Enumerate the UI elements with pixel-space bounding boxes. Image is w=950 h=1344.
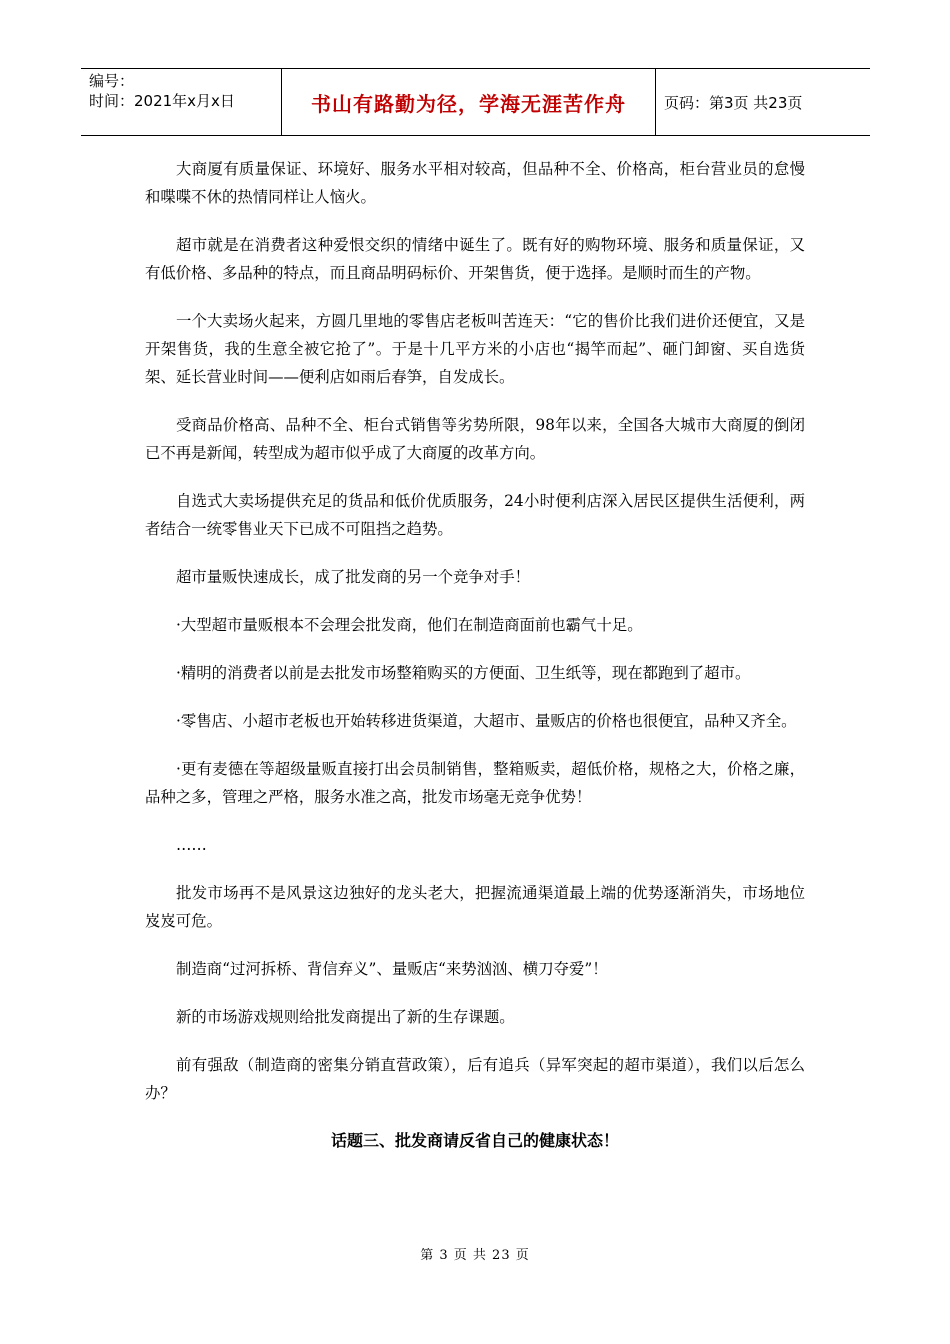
document-date: 时间：2021年x月x日 [89, 92, 235, 110]
header-motto: 书山有路勤为径，学海无涯苦作舟 [311, 91, 626, 116]
page-header [81, 68, 870, 136]
section-heading: 话题三、批发商请反省自己的健康状态！ [330, 1131, 619, 1150]
paragraph: 制造商“过河拆桥、背信弃义”、量贩店“来势汹汹、横刀夺爱”！ [176, 960, 608, 978]
paragraph: 超市就是在消费者这种爱恨交织的情绪中诞生了。既有好的购物环境、服务和质量保证，又有低价格、多品种的特点，而且商品明码标价、开架售货，便于选择。是顺时而生的产物。 [145, 236, 805, 282]
document-number-label: 编号： [89, 72, 135, 90]
document-body [145, 155, 805, 1175]
paragraph: 自选式大卖场提供充足的货品和低价优质服务，24小时便利店深入居民区提供生活便利，两者结合一统零售业天下已成不可阻挡之趋势。 [145, 492, 805, 538]
paragraph: 一个大卖场火起来，方圆几里地的零售店老板叫苦连天：“它的售价比我们进价还便宜，又是开架售货，我的生意全被它抢了”。于是十几平方米的小店也“揭竿而起”、砸门卸窗、买自选货架、延长营业时间——便利店如雨后春笋，自发成长。 [145, 312, 805, 386]
paragraph: 受商品价格高、品种不全、柜台式销售等劣势所限，98年以来，全国各大城市大商厦的倒闭已不再是新闻，转型成为超市似乎成了大商厦的改革方向。 [145, 416, 805, 462]
paragraph: 新的市场游戏规则给批发商提出了新的生存课题。 [176, 1008, 515, 1026]
paragraph: 前有强敌（制造商的密集分销直营政策），后有追兵（异军突起的超市渠道），我们以后怎么办？ [145, 1056, 805, 1102]
paragraph: 大商厦有质量保证、环境好、服务水平相对较高，但品种不全、价格高，柜台营业员的怠慢和喋喋不休的热情同样让人恼火。 [145, 160, 805, 206]
paragraph: 超市量贩快速成长，成了批发商的另一个竞争对手！ [176, 568, 530, 586]
bullet-paragraph: ·零售店、小超市老板也开始转移进货渠道，大超市、量贩店的价格也很便宜，品种又齐全。 [176, 712, 797, 730]
paragraph: 批发市场再不是风景这边独好的龙头老大，把握流通渠道最上端的优势逐渐消失，市场地位岌岌可危。 [145, 884, 805, 930]
page-footer: 第 3 页 共 23 页 [420, 1248, 530, 1263]
header-meta [81, 69, 281, 135]
ellipsis: …… [176, 836, 207, 854]
bullet-paragraph: ·精明的消费者以前是去批发市场整箱购买的方便面、卫生纸等，现在都跑到了超市。 [176, 664, 751, 682]
header-page-info: 页码：第3页 共23页 [664, 93, 803, 112]
bullet-paragraph: ·大型超市量贩根本不会理会批发商，他们在制造商面前也霸气十足。 [176, 616, 643, 634]
bullet-paragraph: ·更有麦德在等超级量贩直接打出会员制销售，整箱贩卖，超低价格，规格之大，价格之廉，品种之多，管理之严格，服务水准之高，批发市场毫无竞争优势！ [145, 760, 805, 806]
